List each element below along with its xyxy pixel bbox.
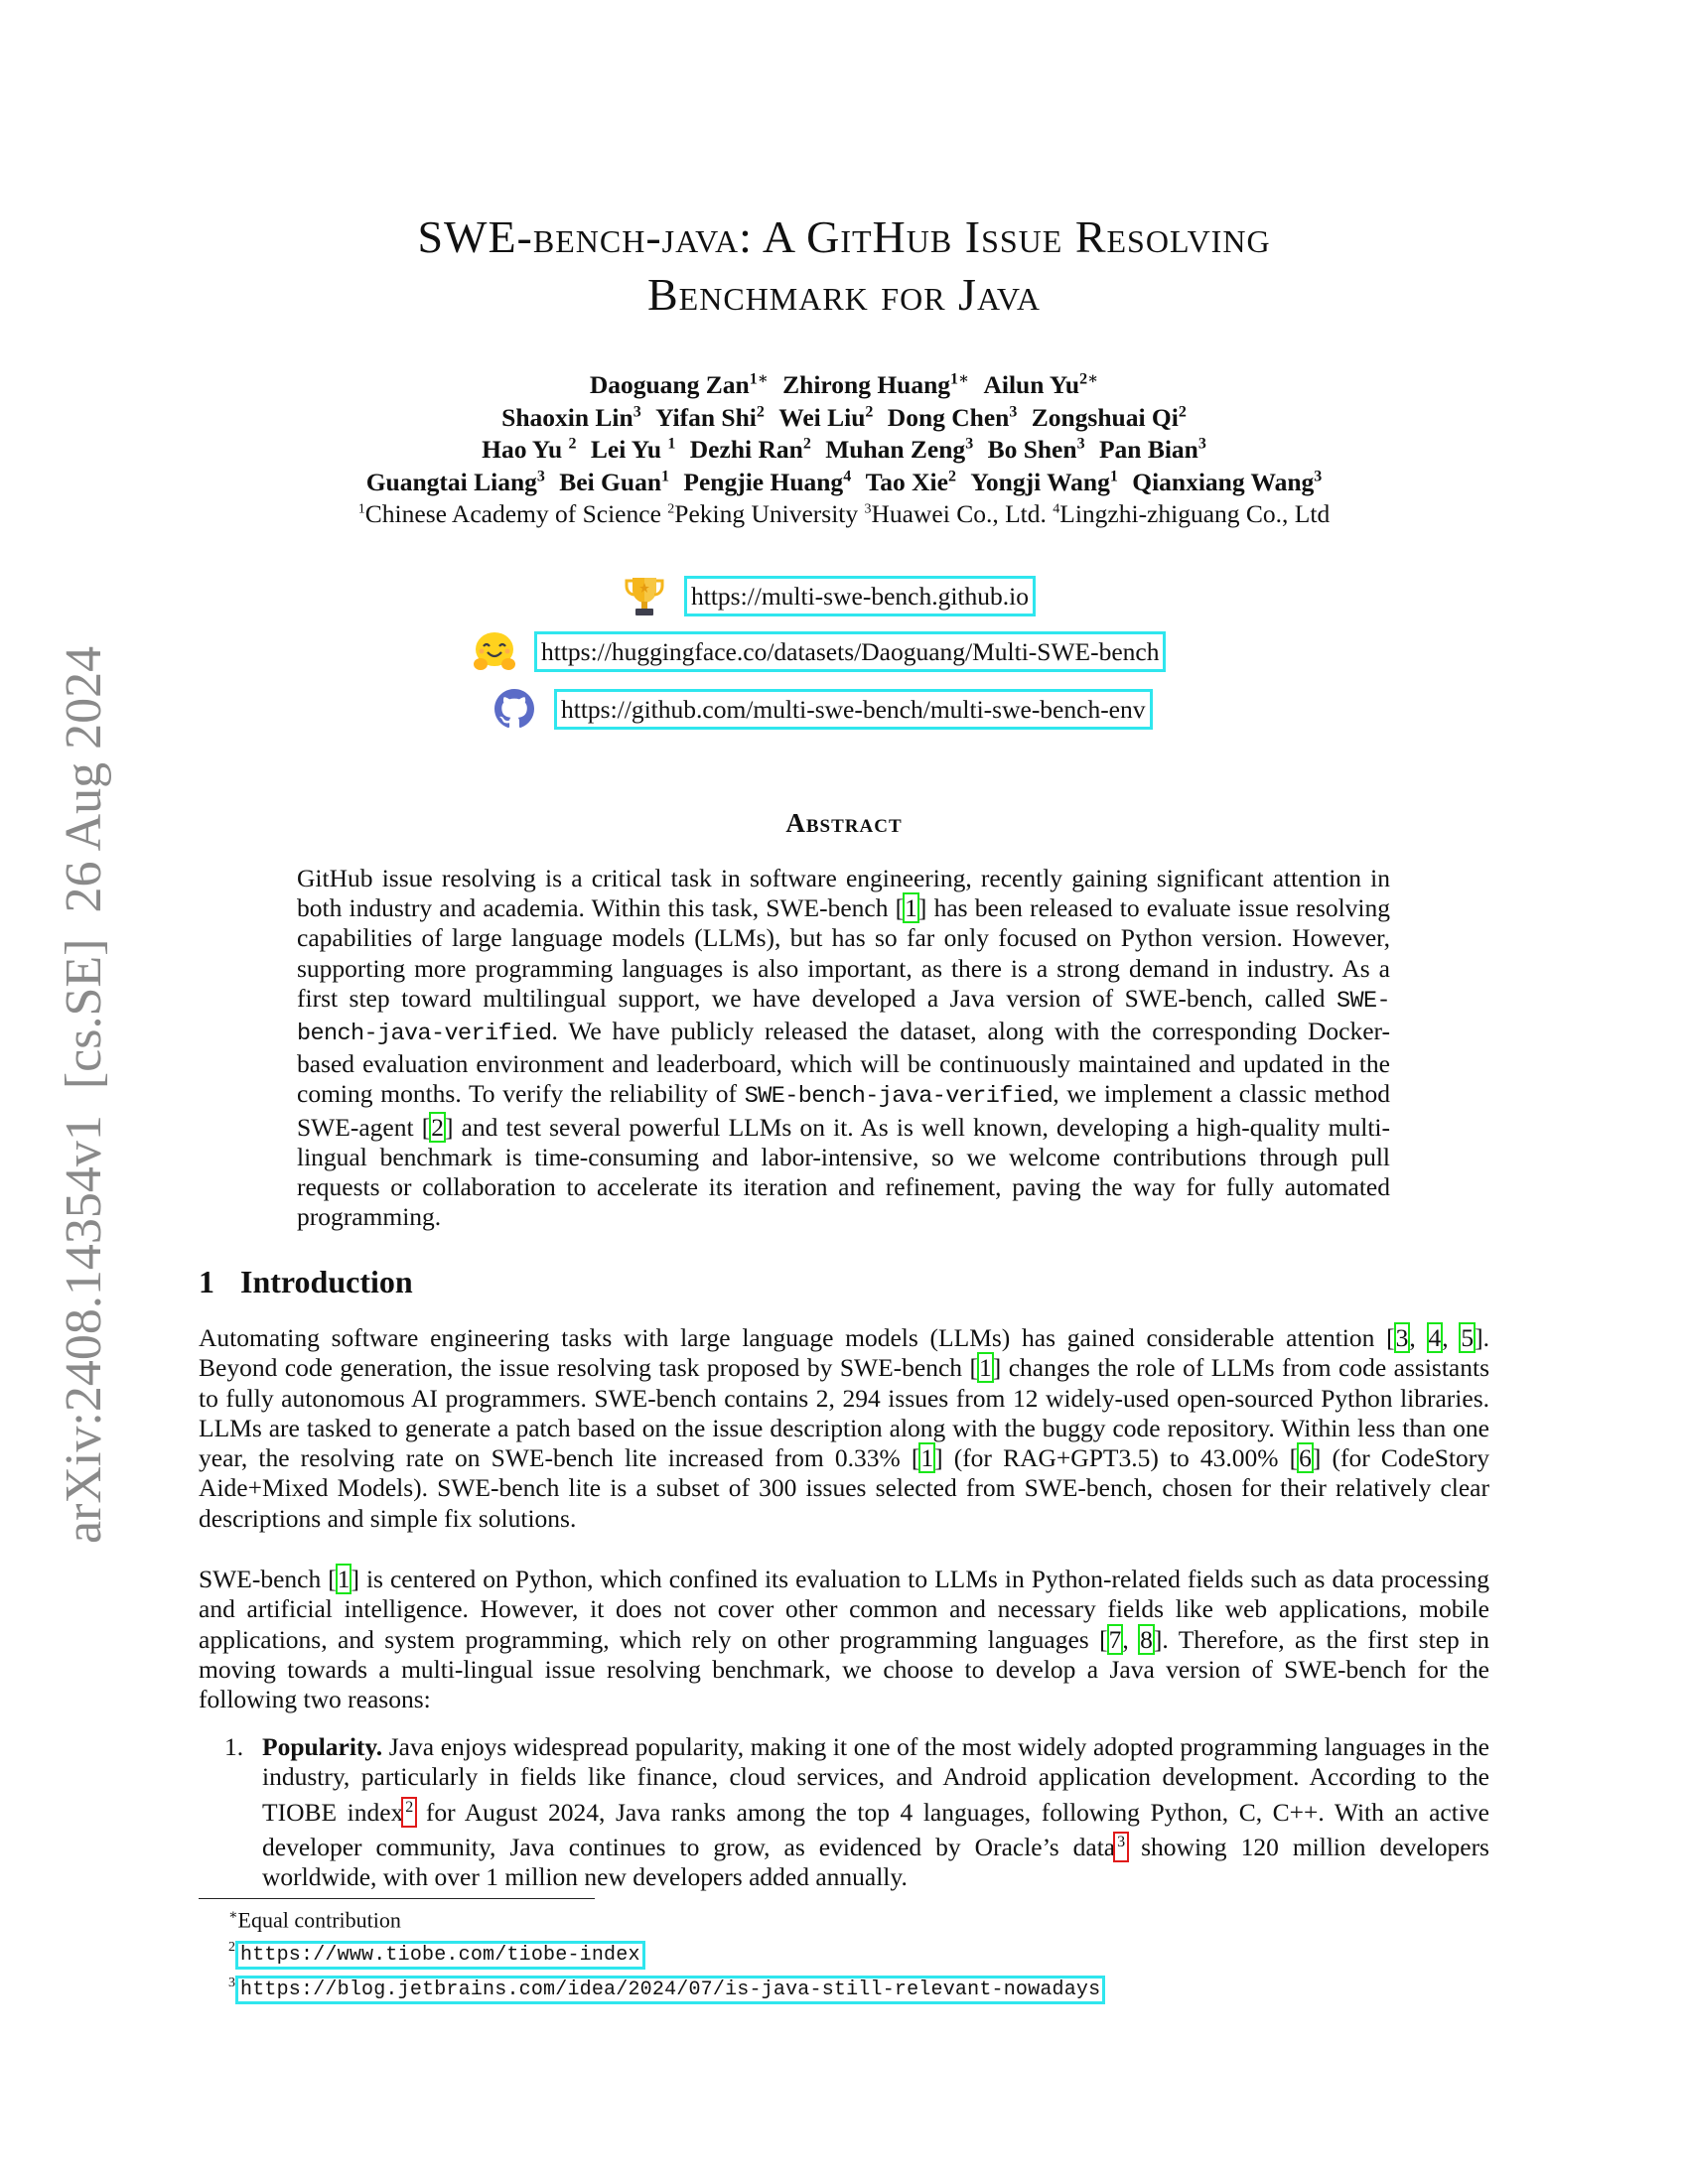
citation-link[interactable]: 7 xyxy=(1108,1624,1122,1654)
footnote-url-link[interactable]: https://www.tiobe.com/tiobe-index xyxy=(235,1941,645,1970)
affiliation-marker: 1∗ xyxy=(749,370,769,388)
list-item-heading: Popularity. xyxy=(262,1732,383,1761)
citation-link[interactable]: 1 xyxy=(920,1443,934,1473)
affiliation-marker: 1 xyxy=(667,435,676,453)
affiliation-marker: 2 xyxy=(802,435,811,453)
affiliation-marker: 2 xyxy=(756,403,765,420)
citation-link[interactable]: 8 xyxy=(1140,1624,1153,1654)
author-name: Guangtai Liang$^3$ xyxy=(365,467,545,496)
affiliation-marker: 2 xyxy=(947,468,956,484)
section-number: 1 xyxy=(199,1264,214,1299)
footnote-reference[interactable]: 2 xyxy=(403,1799,415,1826)
affiliation-number: 3 xyxy=(864,501,872,517)
title-line-2 xyxy=(0,266,1688,324)
affiliation-marker: 1 xyxy=(1109,468,1118,484)
affiliation-marker: 3 xyxy=(965,435,974,453)
affiliation-marker: 2 xyxy=(568,435,577,453)
link-row-leaderboard xyxy=(623,574,1036,617)
author-name: Bo Shen$^3$ xyxy=(987,435,1085,464)
affiliation-marker: 3 xyxy=(1009,403,1018,420)
footnote xyxy=(228,1970,1105,2003)
author-name: Ailun $Yu^{2∗}$ xyxy=(983,370,1099,399)
author-name: Yongji Wang$^1$ xyxy=(970,467,1118,496)
github-env-link[interactable]: https://github.com/multi-swe-bench/multi-swe-bench-env xyxy=(554,689,1153,730)
title-line-1 xyxy=(0,208,1688,266)
author-name: Muhan Zeng$^3$ xyxy=(825,435,974,464)
author-name: Yifan Shi$^2$ xyxy=(655,402,765,432)
footnote-text: Equal contribution xyxy=(237,1907,401,1933)
author-name: Tao Xie$^2$ xyxy=(865,467,956,496)
affiliation-marker: 3 xyxy=(633,403,641,420)
author-row xyxy=(0,402,1688,435)
hugging-face-icon xyxy=(473,629,516,673)
author-name: Qianxiang Wang$^3$ xyxy=(1132,467,1323,496)
title-word: for xyxy=(881,269,946,320)
reason-list-item-popularity: 1. Popularity. Java enjoys widespread popularity, making it one of the most widely adopted programming languages in the industry, particularly in fields like finance, cloud services, and Android application development. According to the TIOBE index $^2$ for August 2024, Java ranks among the top 4 languages, following Python, C, C++. With an active developer community, Java continues to grow, as evidenced by Oracle’s data $^3$ showing 120 million developers worldwide, with over 1 million new developers added annually. xyxy=(224,1732,1489,1892)
affiliation-marker: 3 xyxy=(1314,468,1323,484)
footnote-mark: 2 xyxy=(228,1940,235,1956)
abstract-heading: Abstract xyxy=(785,808,903,838)
footnote-mark: ∗ xyxy=(228,1908,238,1923)
citation-link[interactable]: 4 xyxy=(1428,1323,1442,1352)
affiliation-marker: 2 xyxy=(1178,403,1187,420)
affiliation-number: 2 xyxy=(667,501,675,517)
footnote xyxy=(228,1934,1105,1968)
affiliation-marker: 4 xyxy=(843,468,852,484)
affiliation-marker: 3 xyxy=(1076,435,1085,453)
author-name: Zhirong Huang$^{1∗}$ xyxy=(782,370,970,399)
author-name: Hao Yu $^2$ xyxy=(482,435,577,464)
citation-link[interactable]: 5 xyxy=(1461,1323,1475,1352)
code-name: SWE-bench-java-verified xyxy=(297,987,1390,1048)
title-word: SWE-bench-java: xyxy=(417,211,753,262)
link-row-huggingface xyxy=(473,629,1166,673)
author-name: Daoguang Zan$^{1∗}$ xyxy=(589,370,769,399)
link-row-github xyxy=(492,687,1153,731)
footnote-url-link[interactable]: https://blog.jetbrains.com/idea/2024/07/is-java-still-relevant-nowadays xyxy=(235,1976,1105,2004)
list-number: 1. xyxy=(224,1732,244,1761)
affiliation-marker: 3 xyxy=(1197,435,1206,453)
affiliation-name: Lingzhi-zhiguang Co., Ltd xyxy=(1059,499,1331,528)
footnote-mark: 3 xyxy=(228,1975,235,1990)
citation-link[interactable]: 1 xyxy=(979,1353,992,1383)
author-name: Wei Liu$^2$ xyxy=(778,402,874,432)
author-name: Pan Bian$^3$ xyxy=(1098,435,1206,464)
affiliation-marker: 1∗ xyxy=(950,370,970,388)
author-name: Zongshuai Qi$^2$ xyxy=(1031,402,1187,432)
intro-paragraph-1: Automating software engineering tasks with large language models (LLMs) has gained considerable attention [3, 4, 5]. Beyond code generation, the issue resolving task proposed by SWE-bench [1] changes the role of LLMs from code assistants to fully autonomous AI programmers. SWE-bench contains 2, 294 issues from 12 widely-used open-sourced Python libraries. LLMs are tasked to generate a patch based on the issue description along with the buggy code repository. Within less than one year, the resolving rate on SWE-bench lite increased from 0.33% [1] (for RAG+GPT3.5) to 43.00% [6] (for CodeStory Aide+Mixed Models). SWE-bench lite is a subset of 300 issues selected from SWE-bench, chosen for their relatively clear descriptions and simple fix solutions. xyxy=(199,1323,1490,1533)
github-icon xyxy=(492,687,536,731)
affiliation-marker: 3 xyxy=(536,468,545,484)
author-name: Dong Chen$^3$ xyxy=(887,402,1018,432)
citation-link[interactable]: 2 xyxy=(431,1112,444,1142)
affiliations xyxy=(0,498,1688,531)
title-word: Java xyxy=(958,269,1042,320)
leaderboard-link[interactable]: https://multi-swe-bench.github.io xyxy=(684,576,1036,616)
title-word: Benchmark xyxy=(646,269,869,320)
title-word: Resolving xyxy=(1074,211,1271,262)
title-word: Issue xyxy=(964,211,1063,262)
author-name: Pengjie Huang$^4$ xyxy=(683,467,852,496)
author-row xyxy=(0,369,1688,402)
author-row xyxy=(0,434,1688,467)
author-row xyxy=(0,467,1688,499)
title-word: A xyxy=(762,211,794,262)
author-name: Dezhi Ran$^2$ xyxy=(689,435,811,464)
affiliation-marker: 2∗ xyxy=(1079,370,1099,388)
citation-link[interactable]: 1 xyxy=(337,1565,351,1593)
author-name: Lei Yu $^1$ xyxy=(590,435,676,464)
arxiv-identifier-stamp: arXiv:2408.14354v1 [cs.SE] 26 Aug 2024 xyxy=(56,645,112,1544)
affiliation-number: 4 xyxy=(1053,501,1060,517)
section-heading-introduction xyxy=(199,1264,413,1300)
affiliation-marker: 1 xyxy=(661,468,670,484)
citation-link[interactable]: 1 xyxy=(905,893,917,923)
author-block xyxy=(0,369,1688,531)
footnote xyxy=(228,1902,1105,1933)
section-title-text: Introduction xyxy=(240,1264,413,1299)
abstract-body: GitHub issue resolving is a critical task in software engineering, recently gaining significant attention in both industry and academia. Within this task, SWE-bench [1] has been released to evaluate issue resolving capabilities of large language models (LLMs), but has so far only focused on Python version. However, supporting more programming languages is also important, as there is a strong demand in industry. As a first step toward multilingual support, we have developed a Java version of SWE-bench, called SWE-bench-java-verified. We have publicly released the dataset, along with the corresponding Docker-based evaluation environment and leaderboard, which will be continuously maintained and updated in the coming months. To verify the reliability of SWE-bench-java-verified, we implement a classic method SWE-agent [2] and test several powerful LLMs on it. As is well known, developing a high-quality multi-lingual benchmark is time-consuming and labor-intensive, so we welcome contributions through pull requests or collaboration to accelerate its iteration and refinement, paving the way for fully automated programming. xyxy=(297,864,1390,1232)
title-word: GitHub xyxy=(806,211,953,262)
footnote-divider xyxy=(199,1898,595,1899)
affiliation-name: Huawei Co., Ltd. xyxy=(871,499,1047,528)
citation-link[interactable]: 6 xyxy=(1299,1443,1312,1473)
affiliation-name: Chinese Academy of Science xyxy=(364,499,661,528)
paper-title xyxy=(0,208,1688,324)
trophy-icon xyxy=(623,574,666,617)
citation-link[interactable]: 3 xyxy=(1395,1323,1409,1352)
affiliation-name: Peking University xyxy=(674,499,859,528)
intro-paragraph-2: SWE-bench [1] is centered on Python, which confined its evaluation to LLMs in Python-related fields such as data processing and artificial intelligence. However, it does not cover other common and necessary fields like web applications, mobile applications, and system programming, which rely on other programming languages [7, 8]. Therefore, as the first step in moving towards a multi-lingual issue resolving benchmark, we choose to develop a Java version of SWE-bench for the following two reasons: xyxy=(199,1565,1489,1714)
code-name: SWE-bench-java-verified xyxy=(744,1083,1054,1111)
huggingface-dataset-link[interactable]: https://huggingface.co/datasets/Daoguang/Multi-SWE-bench xyxy=(534,631,1166,672)
footnotes xyxy=(228,1902,1105,2004)
affiliation-marker: 2 xyxy=(865,403,874,420)
author-name: Shaoxin Lin$^3$ xyxy=(501,402,641,432)
affiliation-number: 1 xyxy=(357,501,365,517)
author-name: Bei Guan$^1$ xyxy=(559,467,670,496)
footnote-reference[interactable]: 3 xyxy=(1115,1834,1127,1860)
